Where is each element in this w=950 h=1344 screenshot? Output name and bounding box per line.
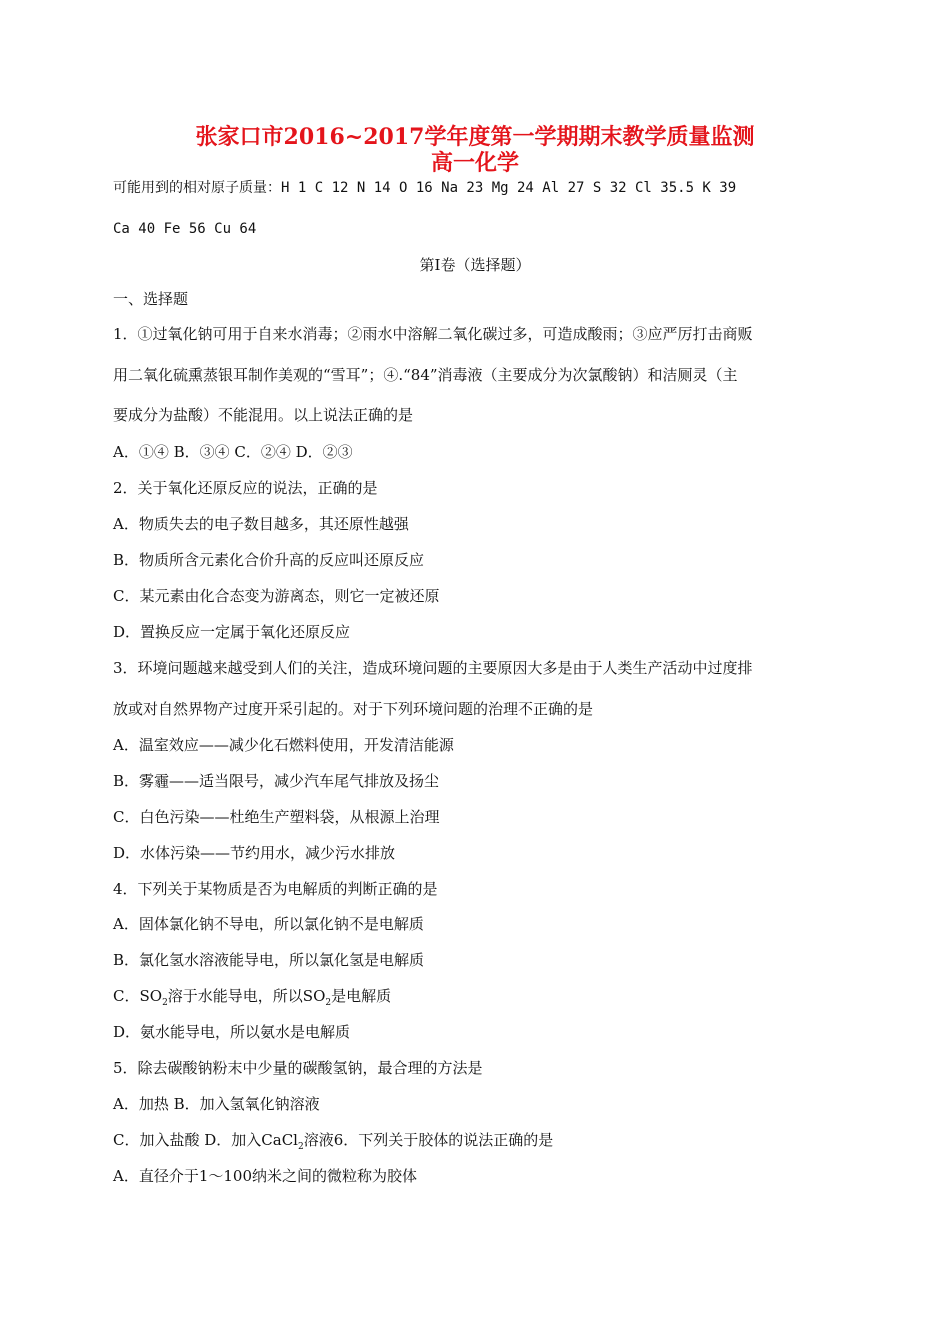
document-subtitle: 高一化学 [430, 150, 519, 176]
q3-option-c: C．白色污染——杜绝生产塑料袋，从根源上治理 [113, 808, 440, 826]
q5-cd-pre: C．加入盐酸 D．加入CaCl [113, 1131, 298, 1149]
q2-option-b: B．物质所含元素化合价升高的反应叫还原反应 [113, 551, 425, 569]
q3-option-d: D．水体污染——节约用水，减少污水排放 [113, 844, 396, 862]
q2-option-c: C．某元素由化合态变为游离态，则它一定被还原 [113, 587, 440, 605]
q4-option-a: A．固体氯化钠不导电，所以氯化钠不是电解质 [113, 915, 424, 933]
q5-cd-post: 溶液6．下列关于胶体的说法正确的是 [303, 1131, 554, 1149]
q3-option-b: B．雾霾——适当限号，减少汽车尾气排放及扬尘 [113, 772, 440, 790]
q4-c-mid: 溶于水能导电，所以SO [167, 987, 326, 1005]
q4-c-post: 是电解质 [331, 987, 392, 1005]
q2-stem: 2．关于氧化还原反应的说法，正确的是 [113, 479, 378, 497]
atomic-masses-line-2: Ca 40 Fe 56 Cu 64 [113, 221, 257, 237]
q2-option-d: D．置换反应一定属于氧化还原反应 [113, 623, 351, 641]
q1-options: A．①④ B．③④ C．②④ D．②③ [113, 443, 353, 461]
q4-c-sub-2: 2 [325, 998, 332, 1008]
q4-option-b: B．氯化氢水溶液能导电，所以氯化氢是电解质 [113, 951, 425, 969]
q1-line-3: 要成分为盐酸）不能混用。以上说法正确的是 [113, 406, 414, 424]
q4-stem: 4．下列关于某物质是否为电解质的判断正确的是 [113, 880, 438, 898]
q4-option-c [113, 986, 391, 1013]
q1-line-2: 用二氧化硫熏蒸银耳制作美观的“雪耳”；④.“84”消毒液（主要成分为次氯酸钠）和洁厕灵（主 [113, 366, 738, 384]
q2-option-a: A．物质失去的电子数目越多，其还原性越强 [113, 515, 409, 533]
q3-line-2: 放或对自然界物产过度开采引起的。对于下列环境问题的治理不正确的是 [113, 700, 594, 718]
q5-options-ab: A．加热 B．加入氢氧化钠溶液 [113, 1095, 320, 1113]
q4-c-sub-1: 2 [162, 998, 168, 1008]
q5-cd-sub: 2 [297, 1142, 304, 1152]
q3-line-1: 3．环境问题越来越受到人们的关注，造成环境问题的主要原因大多是由于人类生产活动中过度排 [113, 659, 753, 677]
q4-c-pre: C．SO [113, 987, 163, 1005]
atomic-masses-line-1: 可能用到的相对原子质量：H 1 C 12 N 14 O 16 Na 23 Mg 24 Al 27 S 32 Cl 35.5 K 39 [113, 180, 737, 196]
volume-heading: 第Ⅰ卷（选择题） [419, 256, 531, 274]
q1-line-1: 1．①过氧化钠可用于自来水消毒；②雨水中溶解二氧化碳过多，可造成酸雨；③应严厉打击商贩 [113, 325, 753, 343]
q4-option-d: D．氨水能导电，所以氨水是电解质 [113, 1023, 351, 1041]
q3-option-a: A．温室效应——减少化石燃料使用，开发清洁能源 [113, 736, 454, 754]
document-title: 张家口市2016~2017学年度第一学期期末教学质量监测 [195, 124, 755, 150]
q5-stem: 5．除去碳酸钠粉末中少量的碳酸氢钠，最合理的方法是 [113, 1059, 483, 1077]
q5-options-cd [113, 1130, 553, 1157]
part-heading: 一、选择题 [113, 290, 189, 308]
q6-option-a: A．直径介于1～100纳米之间的微粒称为胶体 [113, 1167, 418, 1185]
